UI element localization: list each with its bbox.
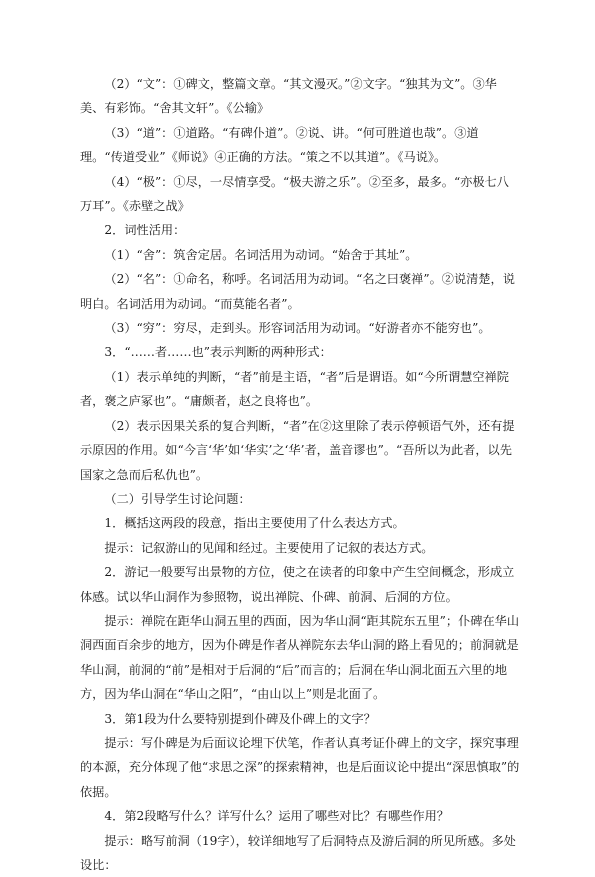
paragraph: （4）“极”：①尽，一尽情享受。“极夫游之乐”。②至多，最多。“亦极七八万耳”。《赤壁之战》 [80,174,509,214]
document-body [80,72,520,877]
paragraph: （3）“道”：①道路。“有碑仆道”。②说、讲。“何可胜道也哉”。③道理。“传道受业”《师说》④正确的方法。“策之不以其道”。《马说》。 [80,125,479,165]
paragraph: （2）“名”：①命名，称呼。名词活用为动词。“名之曰褒禅”。②说清楚，说明白。名词活用为动词。“而莫能名者”。 [80,272,515,311]
answer-hint: 提示：写仆碑是为后面议论埋下伏笔，作者认真考证仆碑上的文字，探究事理的本源，充分体现了他“求思之深”的探索精神，也是后面议论中提出“深思慎取”的依据。 [80,735,520,799]
question: 3．第1段为什么要特别提到仆碑及仆碑上的文字？ [104,711,376,726]
paragraph: （3）“穷”：穷尽，走到头。形容词活用为动词。“好游者亦不能穷也”。 [104,321,491,336]
question: 4．第2段略写什么？详写什么？运用了哪些对比？有哪些作用？ [104,809,449,824]
answer-hint: 提示：记叙游山的见闻和经过。主要使用了记叙的表达方式。 [104,540,434,555]
question: 1．概括这两段的段意，指出主要使用了什么表达方式。 [104,516,405,531]
paragraph: （2）“文”：①碑文，整篇文章。“其文漫灭。”②文字。“独其为文”。③华美、有彩饰。“舍其文轩”。《公输》 [80,77,497,116]
paragraph: 3．“……者……也”表示判断的两种形式： [104,345,332,360]
paragraph: （2）表示因果关系的复合判断，“者”在②这里除了表示停顿语气外，还有提示原因的作用。如“今言‘华’如‘华实’之‘华’者，盖音谬也”。“吾所以为此者，以先国家之急而后私仇也”。 [80,418,515,482]
section-heading: （二）引导学生讨论问题： [104,491,251,506]
answer-hint: 提示：禅院在距华山洞五里的西面，因为华山洞“距其院东五里”；仆碑在华山洞西面百余步的地方，因为仆碑是作者从禅院东去华山洞的路上看见的；前洞就是华山洞，前洞的“前”是相对于后洞的“后”而言的；后洞在华山洞北面五六里的地方，因为华山洞在“华山之阳”，“由山以上”则是北面了。 [80,613,520,702]
paragraph: （1）“舍”：筑舍定居。名词活用为动词。“始舍于其址”。 [104,247,418,262]
paragraph: 2．词性活用： [104,223,186,238]
answer-hint: 提示：略写前洞（19字），较详细地写了后洞特点及游后洞的所见所感。多处设比： [80,833,516,872]
paragraph: （1）表示单纯的判断，“者”前是主语，“者”后是谓语。如“今所谓慧空禅院者，褒之庐冢也”。“庸颇者，赵之良将也”。 [80,369,509,409]
question: 2．游记一般要写出景物的方位，使之在读者的印象中产生空间概念，形成立体感。试以华山洞作为参照物，说出禅院、仆碑、前洞、后洞的方位。 [80,565,515,604]
